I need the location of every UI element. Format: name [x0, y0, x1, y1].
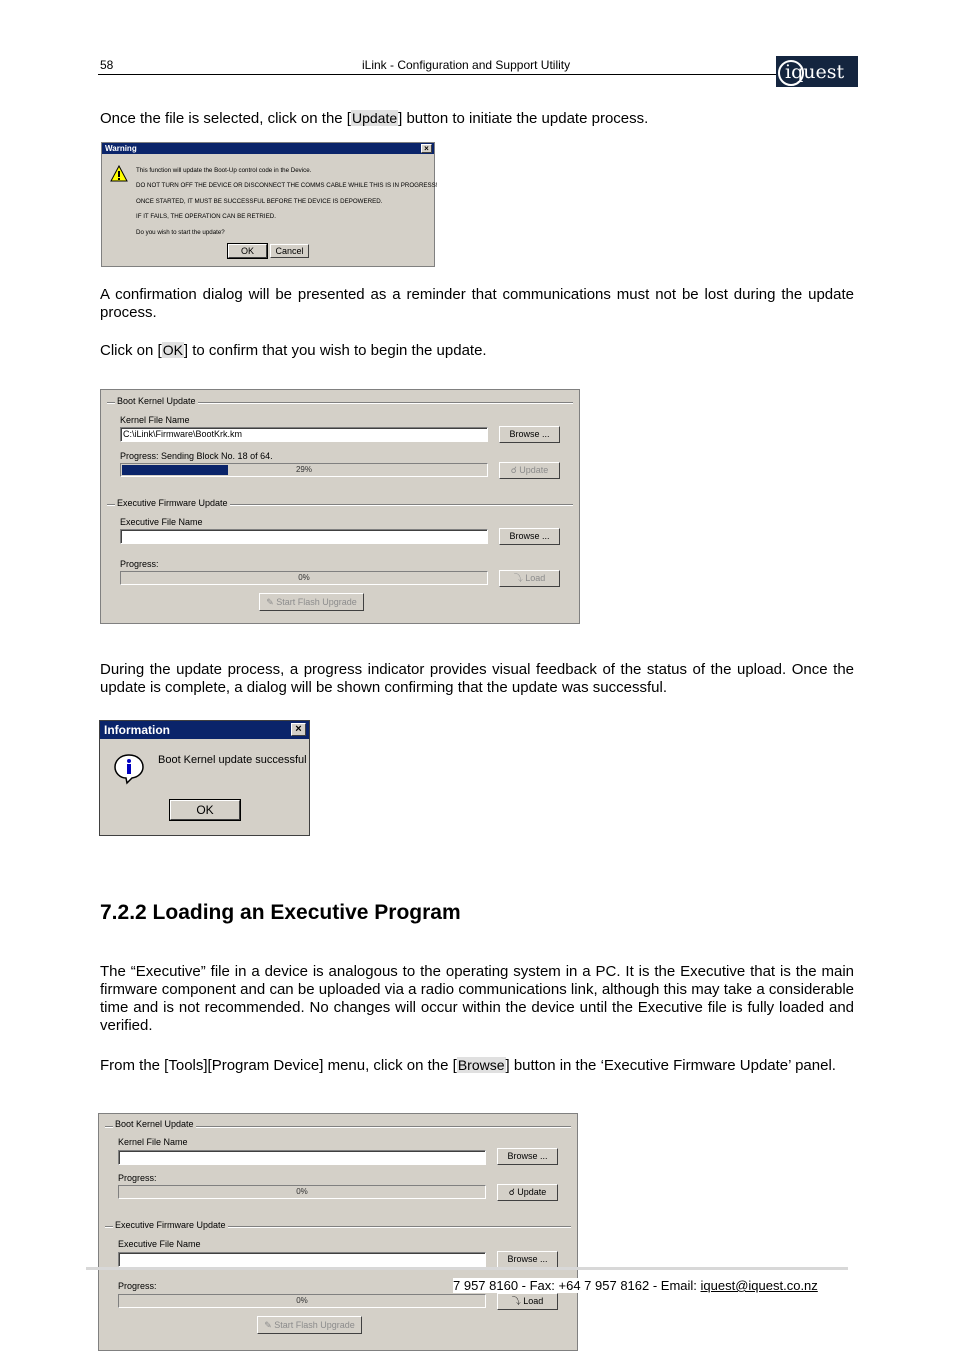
- footer-contact: 7 957 8160 - Fax: +64 7 957 8162 - Email: iquest@iquest.co.nz: [453, 1278, 818, 1293]
- browse-kernel-button[interactable]: Browse ...: [497, 1148, 558, 1165]
- paragraph-confirmation: A confirmation dialog will be presented as a reminder that communications must not be lost during the update process.: [100, 286, 854, 321]
- warning-message: [136, 163, 438, 240]
- inline-ok-label: OK: [162, 342, 183, 358]
- exec-progress-bar: [120, 571, 488, 585]
- cancel-button[interactable]: Cancel: [270, 244, 309, 258]
- exec-progress-text: 0%: [298, 573, 310, 582]
- paragraph-browse-instruction: From the [Tools][Program Device] menu, click on the [Browse] button in the ‘Executive Firmware Update’ panel.: [100, 1057, 836, 1074]
- exec-file-input[interactable]: [120, 529, 488, 544]
- load-icon: ⤵: [513, 573, 526, 583]
- update-button[interactable]: ☌ Update: [497, 1184, 558, 1201]
- boot-kernel-group-title: Boot Kernel Update: [117, 396, 196, 406]
- warning-title-bar: Warning ×: [102, 143, 434, 154]
- document-title: iLink - Configuration and Support Utility: [362, 58, 571, 72]
- warning-line: IF IT FAILS, THE OPERATION CAN BE RETRIED.: [136, 213, 276, 221]
- kernel-file-input[interactable]: [118, 1150, 486, 1165]
- flash-icon: ✎: [264, 1320, 275, 1330]
- inline-browse-label: Browse: [457, 1057, 505, 1073]
- program-device-panel-idle: [98, 1113, 578, 1351]
- information-message: Boot Kernel update successful: [158, 754, 307, 766]
- load-icon: ⤵: [511, 1296, 524, 1306]
- exec-progress-label: Progress:: [120, 559, 159, 569]
- ok-button[interactable]: OK: [228, 244, 267, 258]
- boot-kernel-group-title: Boot Kernel Update: [115, 1119, 194, 1129]
- update-icon: ☌: [508, 1187, 518, 1197]
- update-icon: ☌: [510, 465, 520, 475]
- ok-button[interactable]: OK: [170, 800, 240, 820]
- kernel-file-label: Kernel File Name: [120, 415, 190, 425]
- kernel-progress-text: 0%: [296, 1187, 308, 1196]
- kernel-progress-bar: [120, 463, 488, 477]
- kernel-progress-bar: [118, 1185, 486, 1199]
- email-link[interactable]: iquest@iquest.co.nz: [700, 1278, 818, 1293]
- kernel-file-input[interactable]: C:\iLink\Firmware\BootKrk.km: [120, 427, 488, 442]
- browse-exec-button[interactable]: Browse ...: [497, 1251, 558, 1268]
- browse-kernel-button[interactable]: Browse ...: [499, 426, 560, 443]
- warning-line: This function will update the Boot-Up control code in the Device.: [136, 167, 312, 174]
- start-flash-upgrade-button[interactable]: ✎ Start Flash Upgrade: [259, 593, 364, 611]
- section-heading: 7.2.2 Loading an Executive Program: [100, 901, 461, 924]
- exec-file-input[interactable]: [118, 1252, 486, 1267]
- information-title-bar: Information ×: [100, 721, 309, 739]
- kernel-progress-label: Progress: Sending Block No. 18 of 64.: [120, 451, 273, 461]
- paragraph-click-ok: Click on [OK] to confirm that you wish to begin the update.: [100, 342, 487, 359]
- page-number: 58: [100, 58, 114, 72]
- kernel-progress-label: Progress:: [118, 1173, 157, 1183]
- close-icon[interactable]: ×: [291, 723, 306, 736]
- load-button[interactable]: ⤵ Load: [499, 570, 560, 587]
- warning-line: DO NOT TURN OFF THE DEVICE OR DISCONNECT THE COMMS CABLE WHILE THIS IS IN PROGRESS!: [136, 182, 438, 190]
- warning-icon: [110, 165, 128, 182]
- flash-icon: ✎: [266, 597, 277, 607]
- information-dialog: [99, 720, 310, 836]
- paragraph-progress-feedback: During the update process, a progress indicator provides visual feedback of the status of the upload. Once the update is complete, a dialog will be shown confirming that the update was successful.: [100, 661, 854, 696]
- exec-progress-bar: [118, 1294, 486, 1308]
- paragraph-update-intro: Once the file is selected, click on the [Update] button to initiate the update process.: [100, 110, 649, 127]
- info-icon: [113, 753, 145, 785]
- exec-file-label: Executive File Name: [120, 517, 203, 527]
- load-button[interactable]: ⤵ Load: [497, 1293, 558, 1310]
- exec-progress-label: Progress:: [118, 1281, 157, 1291]
- kernel-file-label: Kernel File Name: [118, 1137, 188, 1147]
- exec-firmware-group-title: Executive Firmware Update: [117, 498, 228, 508]
- exec-firmware-group-title: Executive Firmware Update: [115, 1220, 226, 1230]
- company-logo: iquest: [776, 56, 858, 87]
- start-flash-upgrade-button[interactable]: ✎ Start Flash Upgrade: [257, 1316, 362, 1334]
- paragraph-executive-description: The “Executive” file in a device is analogous to the operating system in a PC. It is the Executive that is the main firmware component and can be uploaded via a radio communications link, although this may take a considerable time and is not recommended. No changes will occur within the device until the Executive file is fully loaded and verified.: [100, 963, 854, 1034]
- warning-line: ONCE STARTED, IT MUST BE SUCCESSFUL BEFORE THE DEVICE IS DEPOWERED.: [136, 197, 383, 205]
- exec-file-label: Executive File Name: [118, 1239, 201, 1249]
- update-button[interactable]: ☌ Update: [499, 462, 560, 479]
- kernel-progress-text: 29%: [295, 465, 312, 474]
- footer-rule: [86, 1267, 848, 1270]
- exec-progress-text: 0%: [296, 1296, 308, 1305]
- inline-update-label: Update: [351, 110, 398, 126]
- warning-line: Do you wish to start the update?: [136, 228, 225, 236]
- browse-exec-button[interactable]: Browse ...: [499, 528, 560, 545]
- warning-dialog: [101, 142, 438, 267]
- program-device-panel-progress: [100, 389, 580, 624]
- header-rule: [98, 74, 798, 75]
- close-icon[interactable]: ×: [421, 144, 432, 153]
